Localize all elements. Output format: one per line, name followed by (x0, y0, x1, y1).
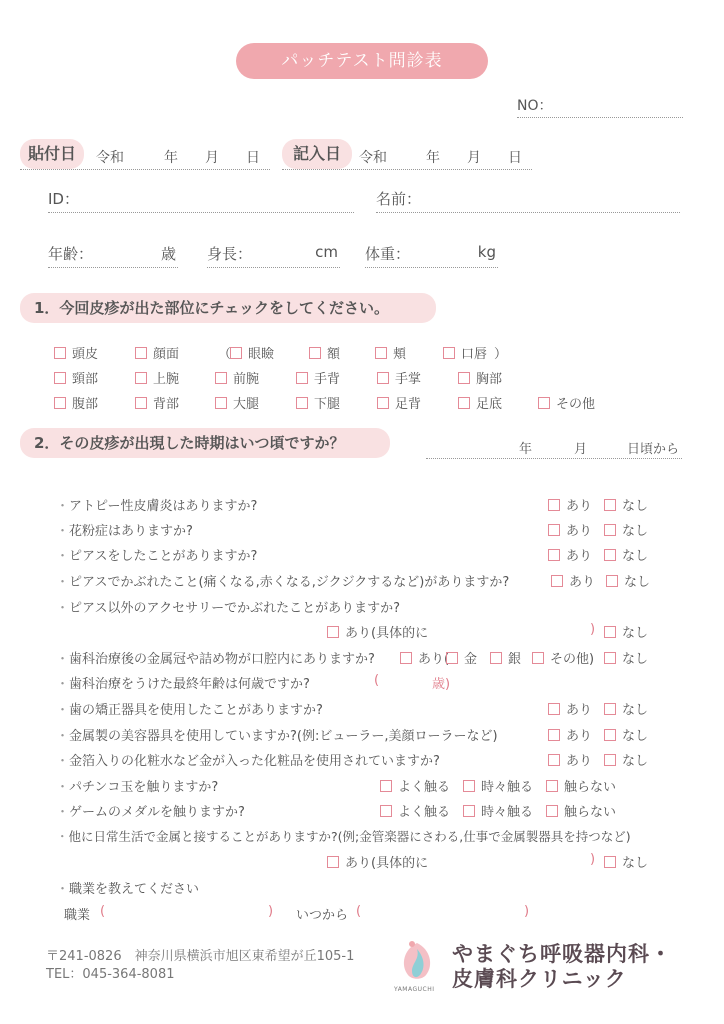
checkbox-icon (458, 372, 470, 384)
checkbox-icon (377, 372, 389, 384)
answer-no[interactable]: なし (604, 495, 648, 514)
checkbox-icon (548, 549, 560, 561)
answer-no[interactable]: なし (604, 750, 648, 769)
checkbox-icon (380, 805, 392, 817)
checkbox-icon (135, 372, 147, 384)
section2-heading: 2．その皮疹が出現した時期はいつ頃ですか？ (20, 428, 390, 458)
close-paren: ) (590, 622, 596, 637)
checkbox-icon (327, 626, 339, 638)
checkbox-icon (215, 372, 227, 384)
checkbox-option[interactable]: 頬 (375, 343, 406, 362)
checkbox-icon (400, 652, 412, 664)
answer-silver[interactable]: 銀 (490, 648, 521, 667)
checkbox-icon (327, 856, 339, 868)
checkbox-icon (606, 575, 618, 587)
answer-yes[interactable]: あり (548, 495, 592, 514)
month-label: 月 (467, 150, 481, 166)
checkbox-icon (538, 397, 550, 409)
checkbox-option[interactable]: 上腕 (135, 368, 179, 387)
day-label: 日 (246, 150, 260, 166)
answer-never[interactable]: 触らない (546, 776, 616, 795)
checkbox-option[interactable]: 手背 (296, 368, 340, 387)
answer-gold[interactable]: 金 (446, 648, 477, 667)
onset-year-label: 年 (519, 442, 533, 457)
age-label: 年齢： (48, 245, 94, 263)
checkbox-icon (463, 805, 475, 817)
checkbox-icon (548, 754, 560, 766)
question: ・ 歯科治療をうけた最終年齢は何歳ですか? (56, 673, 310, 692)
id-label: ID： (48, 190, 79, 208)
checkbox-icon (548, 499, 560, 511)
checkbox-option[interactable]: 前腕 (215, 368, 259, 387)
checkbox-option[interactable]: 顔面 (135, 343, 179, 362)
answer-yes[interactable]: あり (548, 725, 592, 744)
checkbox-icon (548, 524, 560, 536)
clinic-name-line1: やまぐち呼吸器内科・ (452, 942, 672, 966)
age-field[interactable] (48, 243, 178, 268)
checkbox-icon (309, 347, 321, 359)
checkbox-icon (604, 524, 616, 536)
checkbox-icon (463, 780, 475, 792)
checkbox-icon (604, 652, 616, 664)
age-open-paren: ( (374, 673, 380, 688)
clinic-tel: TEL：045-364-8081 (46, 967, 175, 982)
checkbox-icon (54, 397, 66, 409)
answer-no[interactable]: なし (604, 622, 648, 641)
checkbox-icon (548, 703, 560, 715)
checkbox-icon (548, 729, 560, 741)
checkbox-option[interactable]: その他 (538, 393, 595, 412)
since-input[interactable] (366, 904, 524, 920)
checkbox-option[interactable]: 口唇 (443, 343, 487, 362)
question: ・ 他に日常生活で金属と接することがありますか?(例;金管楽器にさわる,仕事で金属製器具を持つなど) (56, 827, 631, 845)
checkbox-icon (446, 652, 458, 664)
checkbox-icon (604, 856, 616, 868)
clinic-logo-text: YAMAGUCHI (394, 986, 435, 993)
year-label: 年 (426, 150, 440, 166)
height-field[interactable] (207, 243, 340, 268)
id-field[interactable] (48, 188, 354, 213)
question: ・ ピアス以外のアクセサリーでかぶれたことがありますか? (56, 597, 400, 616)
answer-no[interactable]: なし (604, 520, 648, 539)
era-label: 令和 (96, 150, 124, 166)
since-open-paren: ( (356, 904, 362, 919)
checkbox-icon (604, 754, 616, 766)
question: ・ ピアスでかぶれたこと(痛くなる,赤くなる,ジクジクするなど)がありますか? (56, 571, 509, 590)
checkbox-icon (135, 347, 147, 359)
checkbox-icon (458, 397, 470, 409)
day-label: 日 (508, 150, 522, 166)
attach-date-label: 貼付日 (20, 139, 84, 169)
weight-field[interactable] (365, 243, 498, 268)
weight-label: 体重： (365, 245, 411, 263)
month-label: 月 (205, 150, 219, 166)
checkbox-option[interactable]: 手掌 (377, 368, 421, 387)
checkbox-option[interactable]: 腹部 (54, 393, 98, 412)
checkbox-option[interactable]: 胸部 (458, 368, 502, 387)
checkbox-icon (546, 780, 558, 792)
checkbox-icon (443, 347, 455, 359)
checkbox-option[interactable]: 大腿 (215, 393, 259, 412)
answer-no[interactable]: なし (604, 699, 648, 718)
checkbox-icon (546, 805, 558, 817)
checkbox-icon (230, 347, 242, 359)
checkbox-icon (375, 347, 387, 359)
occupation-label: 職業 (64, 908, 91, 923)
clinic-name-line2: 皮膚科クリニック (452, 967, 627, 991)
paren-close: ） (494, 347, 508, 362)
answer-no[interactable]: なし (604, 852, 648, 871)
answer-yes-detail[interactable]: あり(具体的に (327, 852, 428, 871)
onset-month-label: 月 (574, 442, 588, 457)
paren-open: （ (218, 347, 232, 362)
answer-metal-yes[interactable]: あり( (400, 648, 449, 667)
name-label: 名前： (376, 190, 422, 208)
occupation-close-paren: ) (268, 904, 274, 919)
answer-yes[interactable]: あり (548, 750, 592, 769)
age-close: 歳) (432, 677, 451, 692)
clinic-logo-icon (394, 935, 440, 993)
checkbox-option[interactable]: 足背 (377, 393, 421, 412)
answer-never[interactable]: 触らない (546, 801, 616, 820)
question: ・ 金箔入りの化粧水など金が入った化粧品を使用されていますか? (56, 750, 440, 769)
checkbox-option[interactable]: 頸部 (54, 368, 98, 387)
height-unit: cm (315, 243, 338, 261)
record-date-label: 記入日 (282, 139, 352, 169)
question: ・ パチンコ玉を触りますか? (56, 776, 218, 795)
checkbox-icon (377, 397, 389, 409)
checkbox-icon (604, 499, 616, 511)
last-dental-age-input[interactable] (384, 673, 430, 689)
occupation-open-paren: ( (100, 904, 106, 919)
section1-heading: 1．今回皮疹が出た部位にチェックをしてください。 (20, 293, 436, 323)
checkbox-icon (54, 347, 66, 359)
answer-yes[interactable]: あり (548, 545, 592, 564)
checkbox-option[interactable]: 下腿 (296, 393, 340, 412)
no-field[interactable] (517, 95, 683, 118)
since-close-paren: ) (524, 904, 530, 919)
answer-often[interactable]: よく触る (380, 776, 450, 795)
answer-no[interactable]: なし (604, 725, 648, 744)
question: ・ アトピー性皮膚炎はありますか? (56, 495, 257, 514)
checkbox-option[interactable]: 額 (309, 343, 340, 362)
answer-sometimes[interactable]: 時々触る (463, 776, 533, 795)
answer-yes[interactable]: あり (548, 520, 592, 539)
answer-no[interactable]: なし (604, 648, 648, 667)
question: ・ ピアスをしたことがありますか? (56, 545, 257, 564)
question: ・ 花粉症はありますか? (56, 520, 193, 539)
checkbox-icon (215, 397, 227, 409)
height-label: 身長： (207, 245, 253, 263)
question: ・ 歯の矯正器具を使用したことがありますか? (56, 699, 323, 718)
checkbox-icon (380, 780, 392, 792)
year-label: 年 (164, 150, 178, 166)
answer-no[interactable]: なし (606, 571, 650, 590)
checkbox-icon (490, 652, 502, 664)
answer-often[interactable]: よく触る (380, 801, 450, 820)
checkbox-icon (135, 397, 147, 409)
answer-yes[interactable]: あり (551, 571, 595, 590)
checkbox-icon (551, 575, 563, 587)
checkbox-icon (296, 397, 308, 409)
checkbox-icon (296, 372, 308, 384)
close-paren: ) (590, 852, 596, 867)
since-label: いつから (296, 908, 349, 923)
question: ・ 金属製の美容器具を使用していますか?(例:ビューラー,美顔ローラーなど) (56, 725, 498, 744)
era-label: 令和 (359, 150, 387, 166)
answer-sometimes[interactable]: 時々触る (463, 801, 533, 820)
question: ・ ゲームのメダルを触りますか? (56, 801, 245, 820)
answer-no[interactable]: なし (604, 545, 648, 564)
answer-yes-detail[interactable]: あり(具体的に (327, 622, 428, 641)
weight-unit: kg (477, 243, 496, 261)
answer-other[interactable]: その他) (532, 648, 594, 667)
checkbox-icon (54, 372, 66, 384)
clinic-address: 〒241-0826 神奈川県横浜市旭区東希望が丘105-1 (46, 949, 355, 964)
age-unit: 歳 (160, 245, 176, 263)
checkbox-icon (532, 652, 544, 664)
occupation-input[interactable] (110, 904, 268, 920)
checkbox-option[interactable]: 眼瞼 (230, 343, 274, 362)
onset-suffix-label: 日頃から (627, 442, 680, 457)
page-title: パッチテスト問診表 (236, 43, 488, 79)
checkbox-option[interactable]: 足底 (458, 393, 502, 412)
name-field[interactable] (376, 188, 680, 213)
checkbox-icon (604, 549, 616, 561)
no-label: NO： (517, 98, 553, 114)
checkbox-option[interactable]: 背部 (135, 393, 179, 412)
answer-yes[interactable]: あり (548, 699, 592, 718)
question: ・ 職業を教えてください (56, 878, 199, 897)
checkbox-icon (604, 729, 616, 741)
checkbox-icon (604, 703, 616, 715)
checkbox-option[interactable]: 頭皮 (54, 343, 98, 362)
question: ・ 歯科治療後の金属冠や詰め物が口腔内にありますか? (56, 648, 375, 667)
checkbox-icon (604, 626, 616, 638)
